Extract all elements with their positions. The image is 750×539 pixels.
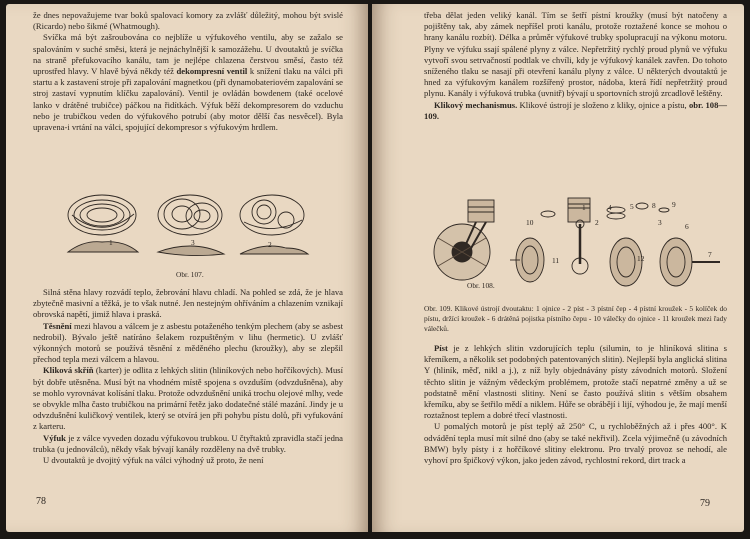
figure-mark: 2: [595, 218, 599, 227]
paragraph: Klikový mechanismus. Klikové ústrojí je složeno z kliky, ojnice a pístu, obr. 108—109.: [424, 99, 727, 121]
paragraph: že dnes nepovažujeme tvar boků spalovací komory za zvlášť důležitý, mohou být svislé (Ricardo) nebo šikmé (Whatmough).: [33, 10, 343, 32]
paragraph: Silná stěna hlavy rozvádí teplo, žebrování hlavu chladí. Na pohled se zdá, že je hlava zbytečně masivní a těžká, je to však nutné. Jen nestejným ohříváním a chlazením vznikají obrovská napětí, jimiž hlava i praská.: [33, 287, 343, 320]
crank-cutaway: [434, 200, 494, 280]
figure-mark: 1: [109, 238, 113, 247]
figure-mark: 10: [526, 218, 534, 227]
figure-mark: 7: [708, 250, 712, 259]
figure-mark: 3: [191, 238, 195, 247]
figure-mark: 11: [552, 256, 560, 265]
connecting-rod: [572, 220, 588, 274]
paragraph: třeba dělat jeden veliký kanál. Tím se šetří pístní kroužky (musí být natočeny a pojištěny tak, aby zámek nepříšel proti kanálu, protože roztažené konce se mohou o hrany kanálu rozbít). Délka a průměr výfukové trubky spolupracují na výkonu motoru. Plyny ve výfuku ssají spálené plyny z válce. Nepřetržitý rychlý proud plynů ve výfuku vytvoří svou setrvačností podtlak ve chvíli, kdy je výfukový kanálek zavřen. Do tohoto sníženého tlaku se nasají při otevření kanálu plyny z válce. U některých dvoutaktů je hned za výfukovým kanálem rozšířený prostor, nádoba, která řídí nepřetržitý proud plynu. Kanály i výfuková trubka (uvnitř) bývají u sportovních strojů zrcadlově leštěny.: [424, 10, 727, 99]
page-number: 79: [700, 498, 710, 509]
paragraph: Svíčka má být zašroubována co nejblíže u výfukového ventilu, aby se zažalo se spalováním v suché směsi, která je nejnáchylnější k samozážehu. U dvoutaktů je svíčka na straně přefukovacího kanálu, tam je nejlépe chlazena čerstvou směsí, často též uprostřed hlavy. V hlavě bývá někdy též dekompresní ventil k snížení tlaku na válci při startu a k zastavení stroje při zapalování magnetkou (při dynamobateriovém zapalování se stroj zastaví vypnutím klíčku zapalování). Ventil je ovládán bowdenem (také ocelové lanko v drátěné trubičce) páčkou na řidítkách. Výfuk běží dekompresorem do vzduchu nebo je trubičkou veden do výfukového potrubí (aby motor dělší čas nesvěcel). Byla upravena-i vrtání na válci, spojující dekompresor s výfukovým hrdlem.: [33, 32, 343, 133]
piston-exploded: [541, 198, 669, 222]
figure-108: [430, 192, 730, 292]
figure-caption-109: Obr. 109. Klikové ústrojí dvoutaktu: 1 ojnice - 2 píst - 3 pístní čep - 4 pístní kroužek - 5 kolíček do pístu, držící kroužek - 6 drátěná pojistka pístního čepu - 10 válečky do ojnice - 11 kroužek mezi řady válečků.: [424, 304, 727, 333]
figure-mark: 3: [658, 218, 662, 227]
figure-mark: 1: [582, 203, 586, 212]
figure-mark: 9: [672, 200, 676, 209]
paragraph: Kliková skříň (karter) je odlita z lehkých slitin (hliníkových nebo hořčíkových). Musí být dobře utěsněna. Musí být na vhodném místě spojena s ovzduším (odvzdušněna), aby se mohlo vyrovnávat kolísání tlaku. Protože odvzdušnění uniká trochu olejové mlhy, vede se obvykle mlha často trubičkou na primární řetěz jako dodatečné stálé mazání. Jindy je u odvzdušnění kuličkový ventilek, který se otvírá jen při pohybu pístu dolů, při vyfukování z karteru.: [33, 365, 343, 432]
figure-caption: Obr. 108.: [467, 281, 495, 290]
figure-mark: 5: [630, 202, 634, 211]
paragraph: U dvoutaktů je dvojitý výfuk na válci výhodný už proto, že není: [43, 455, 264, 466]
combustion-chamber-1: [68, 195, 138, 252]
flywheels: [510, 238, 720, 286]
right-text-bottom: [424, 343, 727, 466]
paragraph: Výfuk je z válce vyveden dozadu výfukovou trubkou. U čtyřtaktů zpravidla stačí jedna trubka (u jednoválců), někdy však bývají kanály rozděleny na dvě trubky.: [33, 432, 343, 454]
figure-caption: Obr. 107.: [176, 270, 204, 279]
left-text-top: [33, 10, 343, 133]
right-page: [372, 4, 744, 532]
paragraph: Těsnění mezi hlavou a válcem je z asbestu potaženého tenkým plechem (aby se asbest nedrobil). Bývalo ještě natíráno šelakem rozpuštěným v lihu (hermetic). U zvlášť výkonných motorů se používá těsnění z měděného plechu (kroužky), aby se zlepšil přechod tepla mezi válcem a hlavou.: [33, 320, 343, 365]
page-number: 78: [36, 496, 46, 507]
right-text-top: [424, 10, 727, 122]
left-page: [6, 4, 368, 532]
figure-mark: 8: [652, 201, 656, 210]
figure-mark: 6: [685, 222, 689, 231]
paragraph: U pomalých motorů je píst teplý až 250° C, u rychloběžných až i přes 400°. K odvádění tepla musí mít silné dno (aby se také nekřivil). Zcela výjimečně (u závodních BMW) byly písty i z hořčíkové slitiny elektronu. Pro trvalý provoz se nehodí, ale vyhoví pro špičkový výkon, jako jeden závod, rychlostní rekord, dirt track a: [424, 421, 727, 466]
combustion-chamber-3: [240, 195, 308, 254]
figure-mark: 4: [608, 203, 612, 212]
figure-107: [64, 192, 314, 274]
left-text-bottom: [33, 287, 343, 466]
figure-mark: 12: [637, 254, 645, 263]
figure-mark: 2: [268, 240, 272, 249]
paragraph: Píst je z lehkých slitin vzdorujících teplu (silumin, to je hliníková slitina s křemíkem, a několik set podobných patentovaných slitin). Nejlepší byla anglická slitina Y (hliník, měď, nikl a j.), z níž byly objednávány písty závodních motorů. Složení těchto slitin je vážným vědeckým problémem, protože stačí nepatrné změny a už se podstatně mění vlastnosti slitiny. Není se často používá slitin s větším obsahem křemíku, aby se šetřilo mědí a niklem. Hůře se obrábějí i lijí, výhodou je, že mají menší roztažnost teplem a dobré třecí vlastnosti.: [424, 343, 727, 421]
